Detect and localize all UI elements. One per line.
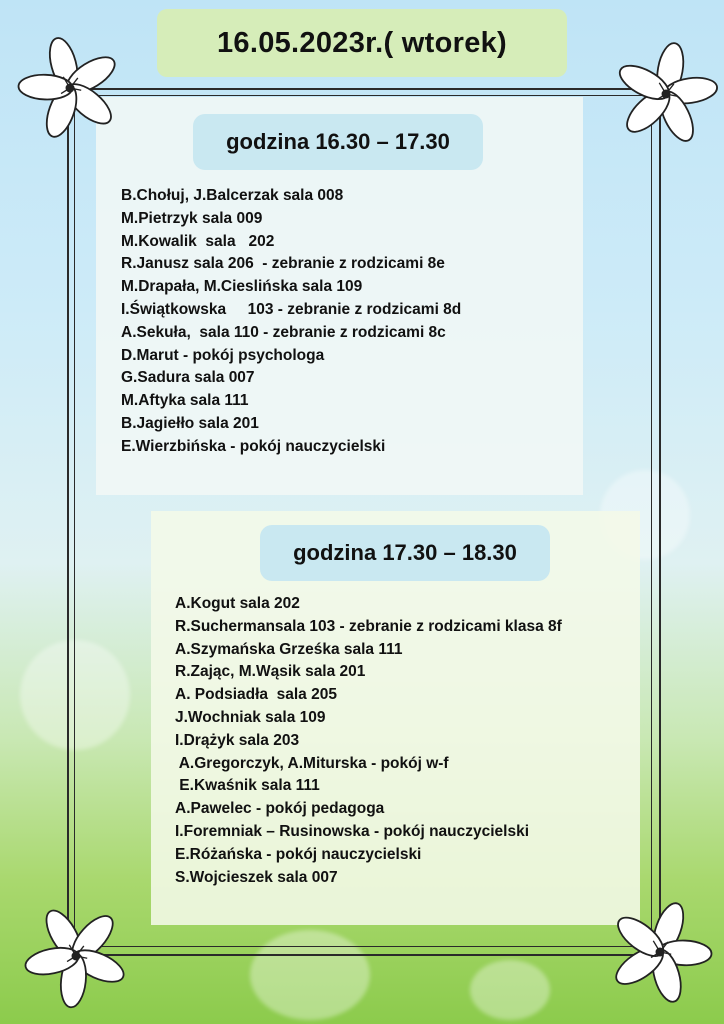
list-item: E.Wierzbińska - pokój nauczycielski — [121, 437, 386, 455]
list-item: J.Wochniak sala 109 — [175, 708, 326, 726]
list-item: E.Różańska - pokój nauczycielski — [175, 845, 422, 863]
list-item: R.Suchermansala 103 - zebranie z rodzicami klasa 8f — [175, 617, 562, 635]
schedule-list-2 — [175, 593, 562, 889]
list-item: D.Marut - pokój psychologa — [121, 346, 325, 364]
list-item: M.Pietrzyk sala 009 — [121, 209, 263, 227]
list-item: I.Drążyk sala 203 — [175, 731, 300, 749]
list-item: B.Jagiełło sala 201 — [121, 414, 259, 432]
list-item: I.Foremniak – Rusinowska - pokój nauczycielski — [175, 822, 530, 840]
list-item: M.Kowalik sala 202 — [121, 232, 275, 250]
list-item: A. Podsiadła sala 205 — [175, 686, 337, 704]
list-item: A.Gregorczyk, A.Miturska - pokój w-f — [175, 754, 449, 772]
flower-icon — [20, 900, 132, 1012]
date-title: 16.05.2023r.( wtorek) — [216, 26, 508, 59]
list-item: I.Świątkowska 103 - zebranie z rodzicami 8d — [121, 300, 462, 318]
time-slot-2-label: godzina 17.30 – 18.30 — [293, 540, 517, 565]
list-item: M.Aftyka sala 111 — [121, 392, 249, 410]
flower-icon — [610, 38, 722, 150]
list-item: S.Wojcieszek sala 007 — [175, 868, 338, 886]
list-item: A.Sekuła, sala 110 - zebranie z rodzicami 8c — [121, 323, 446, 341]
list-item: G.Sadura sala 007 — [121, 369, 255, 387]
list-item: A.Pawelec - pokój pedagoga — [175, 800, 385, 818]
list-item: R.Zając, M.Wąsik sala 201 — [175, 663, 366, 681]
time-slot-1-header — [193, 114, 483, 170]
list-item: B.Chołuj, J.Balcerzak sala 008 — [121, 187, 344, 204]
schedule-list-1 — [121, 185, 461, 459]
background-bokeh — [470, 960, 550, 1020]
list-item: A.Szymańska Grześka sala 111 — [175, 640, 403, 658]
list-item: M.Drapała, M.Cieslińska sala 109 — [121, 278, 363, 296]
list-item: A.Kogut sala 202 — [175, 595, 300, 612]
time-slot-1-label: godzina 16.30 – 17.30 — [226, 129, 450, 154]
date-header — [157, 9, 567, 77]
list-item: E.Kwaśnik sala 111 — [175, 777, 320, 795]
flower-icon — [14, 32, 126, 144]
list-item: R.Janusz sala 206 - zebranie z rodzicami 8e — [121, 255, 445, 273]
time-slot-2-header — [260, 525, 550, 581]
flower-icon — [604, 896, 716, 1008]
